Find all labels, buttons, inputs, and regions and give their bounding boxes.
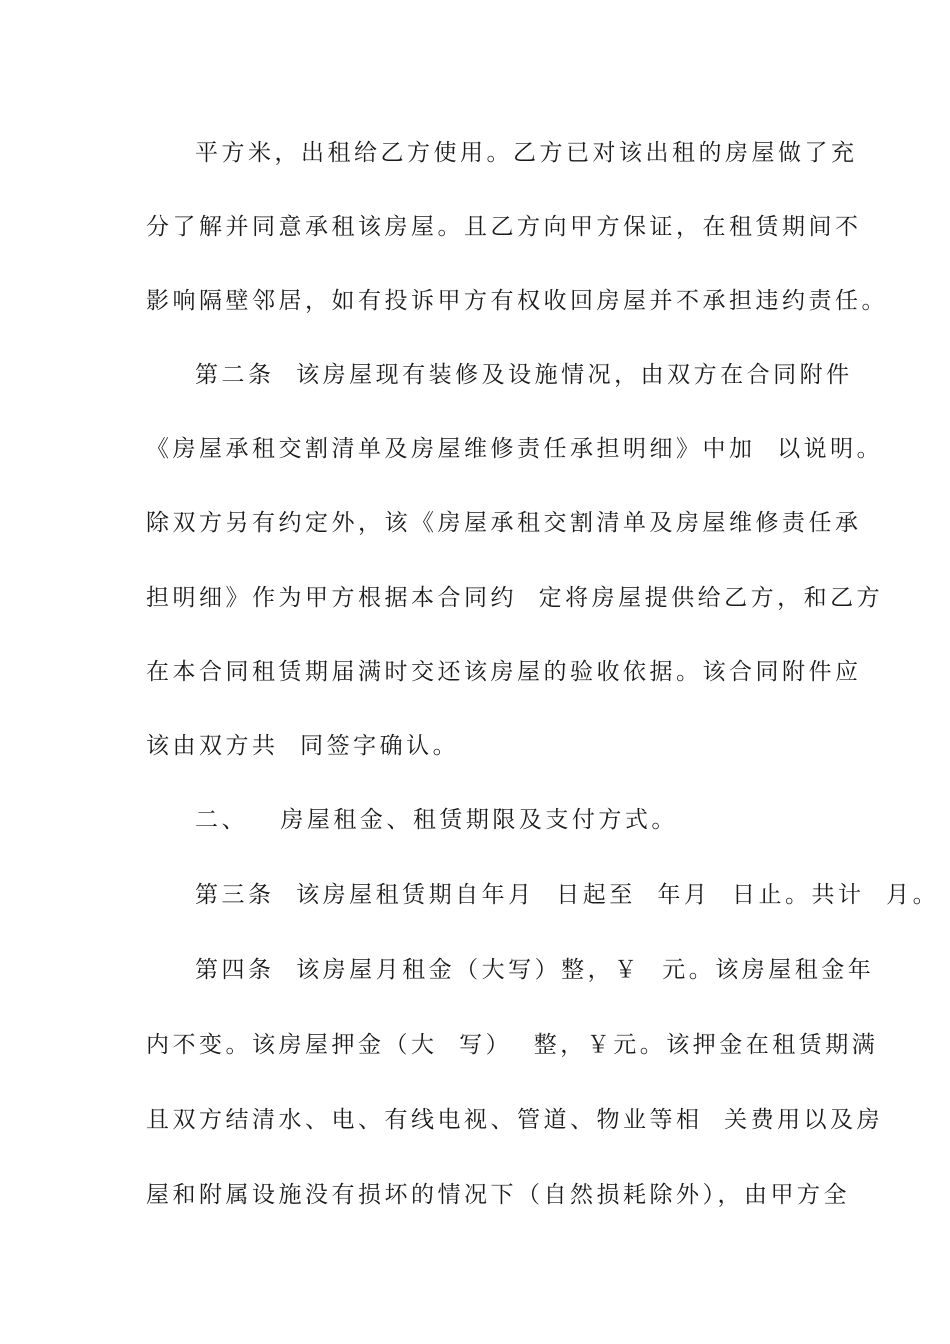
paragraph-line: 在本合同租赁期届满时交还该房屋的验收依据。该合同附件应 <box>146 659 862 685</box>
paragraph-line: 该由双方共 同签字确认。 <box>146 733 460 759</box>
paragraph-line: 分了解并同意承租该房屋。且乙方向甲方保证，在租赁期间不 <box>146 214 862 240</box>
paragraph-line: 除双方另有约定外，该《房屋承租交割清单及房屋维修责任承 <box>146 510 862 536</box>
section-heading: 二、 房屋租金、租赁期限及支付方式。 <box>195 807 678 833</box>
paragraph-line: 且双方结清水、电、有线电视、管道、物业等相 关费用以及房 <box>146 1107 884 1133</box>
paragraph-line: 《房屋承租交割清单及房屋维修责任承担明细》中加 以说明。 <box>146 436 884 462</box>
paragraph-line: 屋和附属设施没有损坏的情况下（自然损耗除外），由甲方全 <box>146 1182 850 1208</box>
paragraph-line: 第三条 该房屋租赁期自年月 日起至 年月 日止。共计 月。 <box>195 882 940 908</box>
paragraph-line: 平方米，出租给乙方使用。乙方已对该出租的房屋做了充 <box>195 140 858 166</box>
paragraph-line: 内不变。该房屋押金（大 写） 整，￥元。该押金在租赁期满 <box>146 1032 879 1058</box>
paragraph-line: 第二条 该房屋现有装修及设施情况，由双方在合同附件 <box>195 362 853 388</box>
paragraph-line: 担明细》作为甲方根据本合同约 定将房屋提供给乙方，和乙方 <box>146 585 884 611</box>
paragraph-line: 影响隔壁邻居，如有投诉甲方有权收回房屋并不承担违约责任。 <box>146 288 888 314</box>
paragraph-line: 第四条 该房屋月租金（大写）整，￥ 元。该房屋租金年 <box>195 957 875 983</box>
